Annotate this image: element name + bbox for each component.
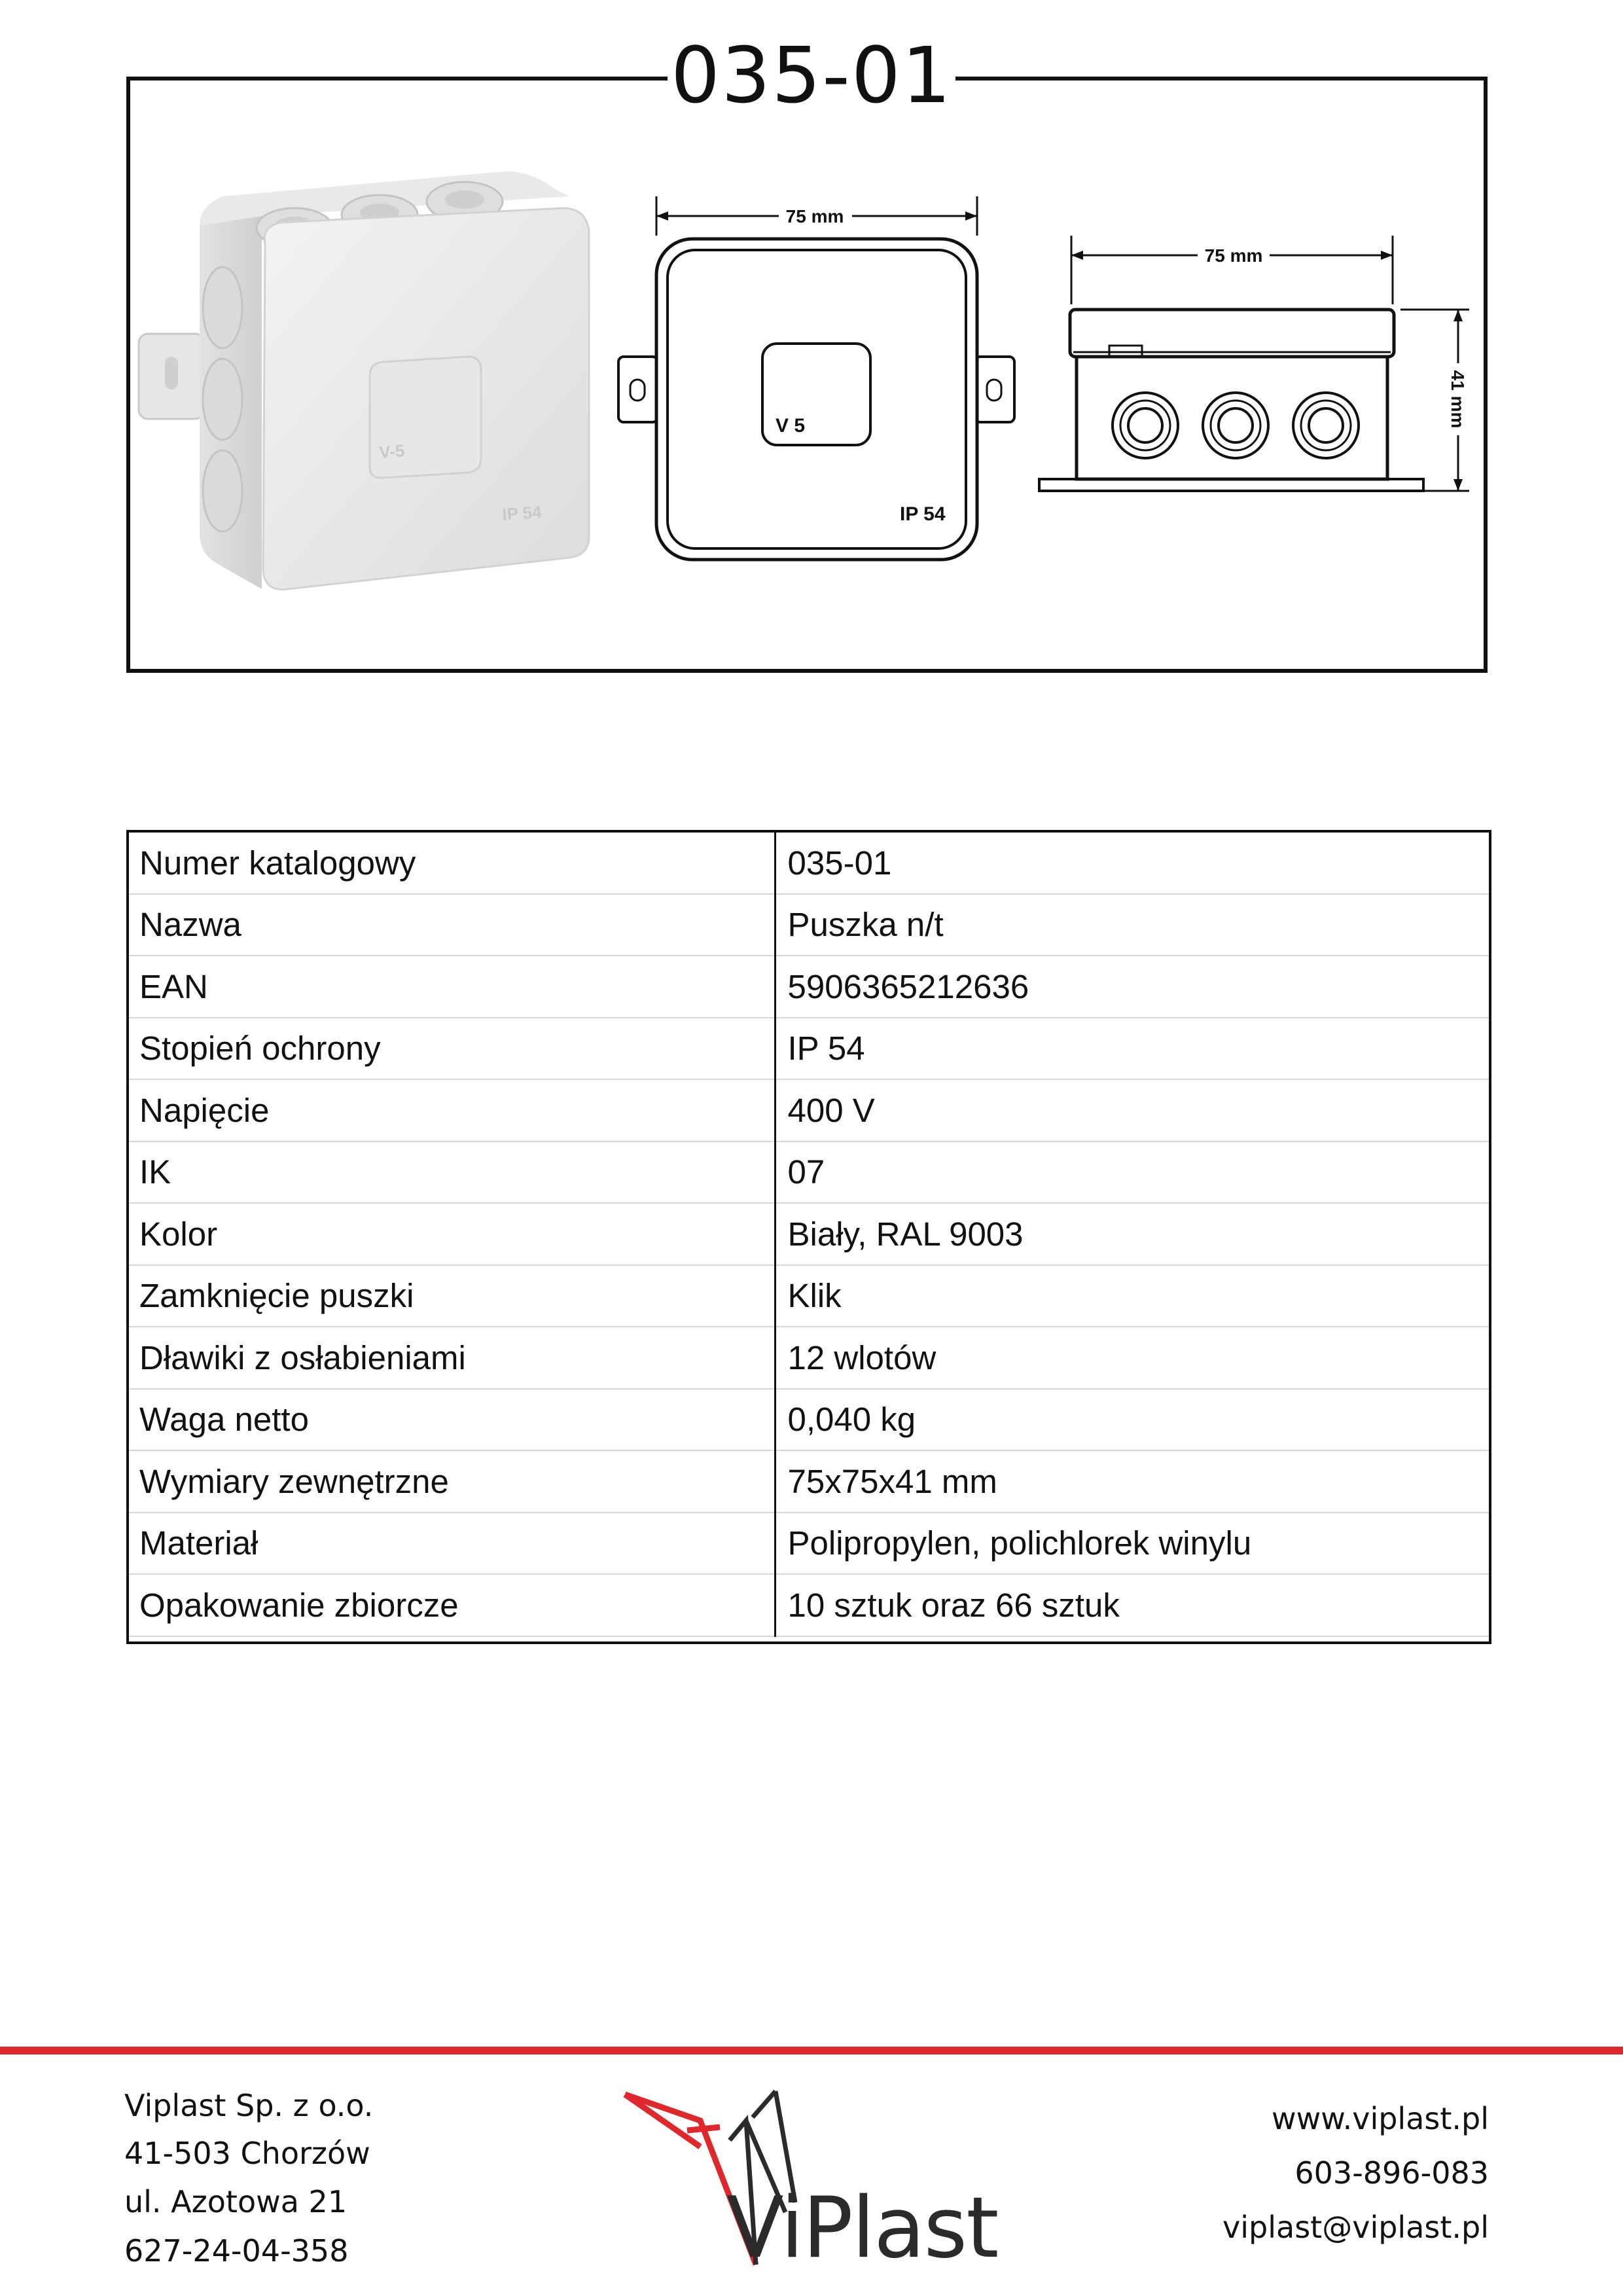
top-mark-v: V 5 — [776, 415, 806, 437]
spec-row — [127, 1389, 1491, 1451]
company-street: ul. Azotowa 21 — [124, 2184, 348, 2219]
email-link[interactable]: viplast@viplast.pl — [1222, 2210, 1489, 2245]
spec-row — [127, 894, 1491, 956]
spec-value: 5906365212636 — [775, 956, 1491, 1018]
spec-label: Wymiary zewnętrzne — [127, 1450, 775, 1513]
footer-divider — [0, 2047, 1623, 2054]
spec-label: Dławiki z osłabieniami — [127, 1327, 775, 1389]
spec-label: Numer katalogowy — [127, 832, 775, 894]
product-photo — [139, 171, 589, 590]
top-width-label: 75 mm — [785, 206, 844, 226]
top-mark-ip: IP 54 — [900, 503, 946, 525]
company-city: 41-503 Chorzów — [124, 2136, 370, 2171]
spec-value: Klik — [775, 1265, 1491, 1327]
spec-value: 75x75x41 mm — [775, 1450, 1491, 1513]
spec-row — [127, 1265, 1491, 1327]
spec-value: 0,040 kg — [775, 1389, 1491, 1451]
spec-value: 10 sztuk oraz 66 sztuk — [775, 1574, 1491, 1636]
spec-row — [127, 1450, 1491, 1513]
spec-row — [127, 1141, 1491, 1204]
spec-value: IP 54 — [775, 1018, 1491, 1080]
spec-label: Opakowanie zbiorcze — [127, 1574, 775, 1636]
spec-label: Zamknięcie puszki — [127, 1265, 775, 1327]
spec-row — [127, 1327, 1491, 1389]
spec-label: IK — [127, 1141, 775, 1204]
spec-label: EAN — [127, 956, 775, 1018]
spec-value: 035-01 — [775, 832, 1491, 894]
side-view-drawing — [1039, 236, 1469, 491]
spec-row — [127, 1203, 1491, 1265]
spec-value: 07 — [775, 1141, 1491, 1204]
top-view-drawing — [618, 196, 1014, 560]
photo-mark-v: V-5 — [378, 440, 406, 462]
spec-value: Polipropylen, polichlorek winylu — [775, 1513, 1491, 1575]
spec-row — [127, 1079, 1491, 1141]
photo-mark-ip: IP 54 — [501, 501, 543, 524]
spec-row — [127, 832, 1491, 894]
company-name: Viplast Sp. z o.o. — [124, 2088, 374, 2123]
spec-value: 400 V — [775, 1079, 1491, 1141]
spec-row — [127, 1513, 1491, 1575]
spec-label: Kolor — [127, 1203, 775, 1265]
spec-row — [127, 1574, 1491, 1636]
product-drawings — [0, 0, 1623, 720]
spec-label: Nazwa — [127, 894, 775, 956]
spec-label: Materiał — [127, 1513, 775, 1575]
spec-row — [127, 956, 1491, 1018]
spec-label: Waga netto — [127, 1389, 775, 1451]
spec-value: Puszka n/t — [775, 894, 1491, 956]
spec-value: Biały, RAL 9003 — [775, 1203, 1491, 1265]
spec-value: 12 wlotów — [775, 1327, 1491, 1389]
spec-label: Napięcie — [127, 1079, 775, 1141]
spec-table-body — [127, 832, 1491, 1636]
website-link[interactable]: www.viplast.pl — [1271, 2101, 1489, 2136]
phone-number[interactable]: 603-896-083 — [1294, 2155, 1489, 2191]
side-width-label: 75 mm — [1204, 245, 1263, 266]
spec-row — [127, 1018, 1491, 1080]
side-height-label: 41 mm — [1448, 370, 1468, 429]
spec-label: Stopień ochrony — [127, 1018, 775, 1080]
logo-wordmark: ViPlast — [726, 2179, 998, 2277]
spec-table — [126, 831, 1491, 1637]
company-nip: 627-24-04-358 — [124, 2233, 349, 2269]
page-title: 035-01 — [671, 30, 952, 120]
